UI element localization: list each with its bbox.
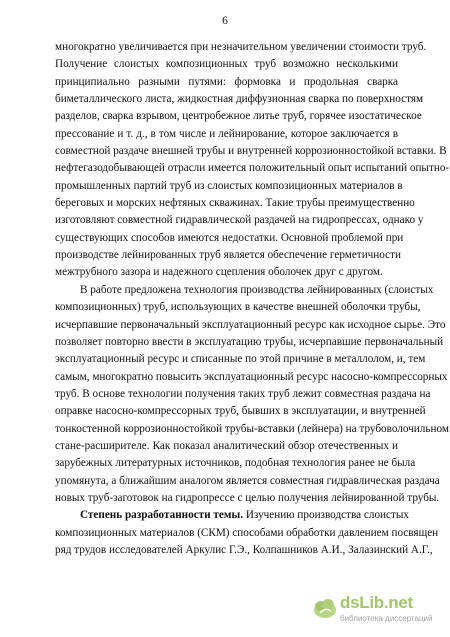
text-line: нефтегазодобывающей отрасли имеется положительный опыт испытаний опытно- [55,162,450,175]
text-line: разделов, сварка взрывом, центробежное литье труб, горячее изостатическое [55,110,422,123]
text-line: промышленных партий труб из слоистых композиционных материалов в [55,179,403,192]
text-line: биметаллического листа, жидкостная диффузионная сварка по поверхностям [55,93,424,106]
paragraph-3 [55,507,439,559]
text-line: стане-расширителе. Как показал аналитический обзор отечественных и [55,439,398,452]
page-number: 6 [222,15,228,27]
watermark-tagline: библиотека диссертаций [340,614,433,623]
text-line: композиционных материалов (СКМ) способами обработки давлением посвящен [55,526,439,539]
text-line: В работе предложена технология производства лейнированных (слоистых [80,283,434,296]
text-line: принципиально разными путями: формовка и продольная сварка [55,75,398,88]
text-line: Получение слоистых композиционных труб возможно несколькими [55,58,398,71]
paragraph-1 [55,39,450,282]
text-line: ряд трудов исследователей Аркулис Г.Э., Колпашников А.И., Залазинский А.Г., [55,543,433,556]
text-line: совместной раздаче внешней трубы и внутренней коррозионностойкой вставки. В [55,145,447,158]
cloud-leaf-logo-icon [312,595,338,621]
text-line: изготовляют совместной гидравлической раздачей на гидропрессах, однако у [55,214,424,227]
text-run: Изучению производства слоистых [243,509,409,522]
text-line [55,507,409,524]
text-line: существующих способов имеются недостатки. Основной проблемой при [55,231,404,244]
text-line: самым, многократно повысить эксплуатационный ресурс насосно-компрессорных [55,370,448,383]
text-line: эксплуатационный ресурс и списанные по этой причине в металлолом, и, тем [55,353,426,366]
text-line: труб. В основе технологии получения таких труб лежит совместная раздача на [55,387,431,400]
paragraph-2 [55,282,449,507]
text-line: позволяет повторно ввести в эксплуатацию трубы, исчерпавшие первоначальный [55,335,444,348]
text-line: тонкостенной коррозионностойкой трубы-вставки (лейнера) на трубоволочильном [55,422,449,435]
section-lead: Степень разработанности темы. [80,509,244,522]
text-line: композиционных) труб, использующих в качестве внешней оболочки трубы, [55,301,421,314]
watermark [312,593,442,631]
text-line: производстве лейнированных труб является обеспечение герметичности [55,249,402,262]
text-line: межтрубного зазора и надежного сцепления оболочек друг с другом. [55,266,383,279]
text-line: многократно увеличивается при незначительном увеличении стоимости труб. [55,41,427,53]
text-line: зарубежных литературных источников, подобная технология ранее не была [55,457,416,470]
text-line: новых труб-заготовок на гидропрессе с целью получения лейнированной трубы. [55,491,440,504]
text-line: береговых и морских нефтяных скважинах. Такие трубы преимущественно [55,197,415,210]
watermark-site: dsLib.net [340,593,413,612]
text-line: оправке насосно-компрессорных труб, бывших в эксплуатации, и внутренней [55,405,426,418]
text-line: упомянута, а ближайшим аналогом является совместная гидравлическая раздача [55,474,440,487]
text-line: прессование и т. д., в том числе и лейнирование, которое заключается в [55,127,398,140]
document-body [55,39,450,559]
text-line: исчерпавшие первоначальный эксплуатационный ресурс как исходное сырье. Это [55,318,446,331]
